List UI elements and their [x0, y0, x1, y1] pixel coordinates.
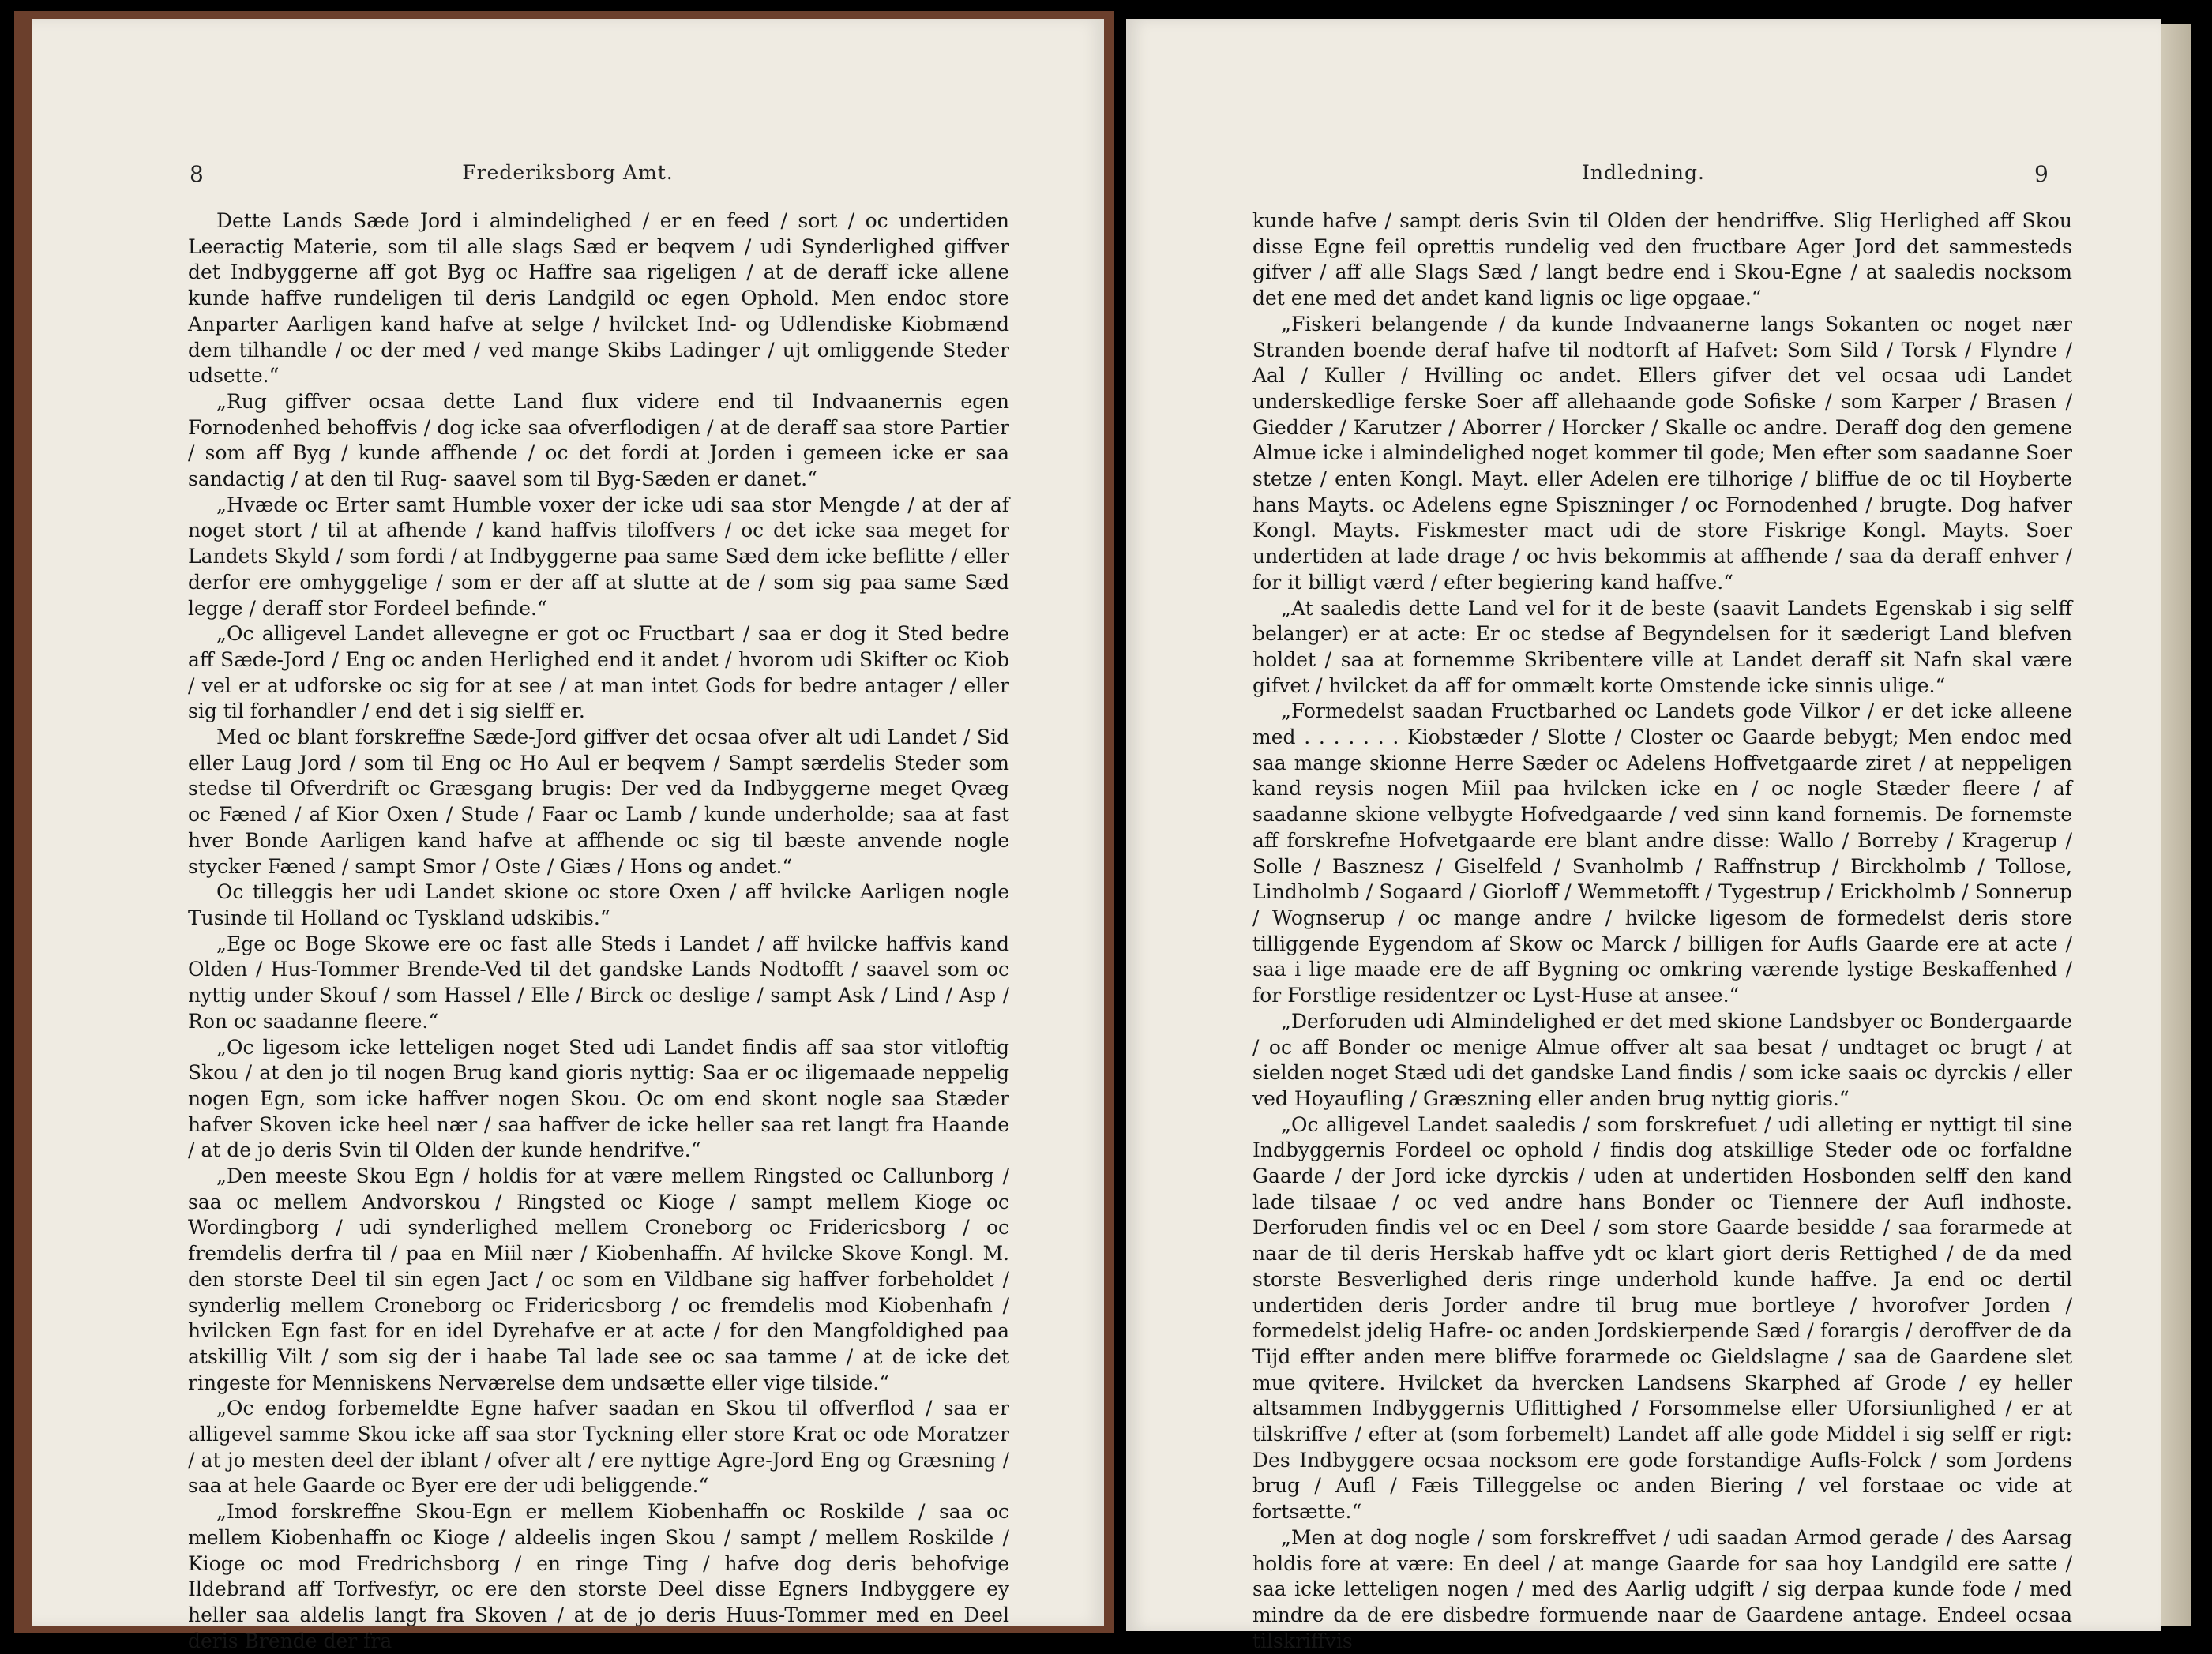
left-page: [32, 19, 1104, 1652]
right-page: [1126, 19, 2161, 1652]
paragraph: „Fiskeri belangende / da kunde Indvaanerne langs Sokanten oc noget nær Stranden boende deraf hafve til nodtorft af Hafvet: Som Sild / Torsk / Flyndre / Aal / Kuller / Hvilling oc andet. Ellers gifver det vel ocsaa udi Landet underskedlige ferske Soer aff allehaande gode Sofiske / som Karper / Brasen / Giedder / Karutzer / Aborrer / Horcker / Skalle oc andre. Deraff dog den gemene Almue icke i almindelighed noget kommer til gode; Men efter som saadanne Soer stetze / enten Kongl. Mayt. eller Adelen ere tilhorige / bliffue de oc til Hoyberte hans Mayts. oc Adelens egne Spiszninger / oc Fornodenhed / brugte. Dog hafver Kongl. Mayts. Fiskmester mact udi de store Fiskrige Kongl. Mayts. Soer undertiden at lade drage / oc hvis bekommis at affhende / saa da deraff enhver / for it billigt værd / efter begiering kand haffve.“: [1252, 312, 2072, 594]
paragraph: „Oc alligevel Landet allevegne er got oc Fructbart / saa er dog it Sted bedre aff Sæde-Jord / Eng oc anden Herlighed end it andet / hvorom udi Skifter oc Kiob / vel er at udforske oc sig for at see / at man intet Gods for bedre antager / eller sig til forhandler / end det i sig sielff er.: [188, 622, 1009, 723]
paragraph: „At saaledis dette Land vel for it de beste (saavit Landets Egenskab i sig selff belanger) er at acte: Er oc stedse af Begyndelsen for it sæderigt Land blefven holdet / saa at fornemme Skribentere ville at Landet deraff sit Nafn skal være gifvet / hvilcket da aff for ommælt korte Omstende icke sinnis ulige.“: [1252, 596, 2072, 697]
paragraph: „Formedelst saadan Fructbarhed oc Landets gode Vilkor / er det icke alleene med . . . . . . . Kiobstæder / Slotte / Closter oc Gaarde bebygt; Men endoc med saa mange skionne Herre Sæder oc Adelens Hoffvetgaarde ziret / at neppeligen kand reysis nogen Miil paa hvilcken icke en / oc nogle Stæder fleere / af saadanne skione velbygte Hofvedgaarde / ved sinn kand fornemis. De fornemste aff forskrefne Hofvetgaarde ere blant andre disse: Wallo / Borreby / Kragerup / Solle / Basznesz / Giselfeld / Svanholmb / Raffnstrup / Birckholmb / Tollose, Lindholmb / Sogaard / Giorloff / Wemmetofft / Tygestrup / Erickholmb / Sonnerup / Wognserup / oc mange andre / hvilcke ligesom de formedelst deris store tilliggende Eygendom af Skow oc Marck / billigen for Aufls Gaarde ere at acte / saa i lige maade ere de aff Bygning oc omkring værende lystige Beskaffenhed / for Forstlige residentzer oc Lyst-Huse at ansee.“: [1252, 699, 2072, 1007]
page-body: [188, 208, 1009, 1654]
paragraph: „Den meeste Skou Egn / holdis for at være mellem Ringsted oc Callunborg / saa oc mellem Andvorskou / Ringsted oc Kioge / sampt mellem Kioge oc Wordingborg / udi synderlighed mellem Croneborg oc Fridericsborg / oc fremdelis derfra til / paa en Miil nær / Kiobenhaffn. Af hvilcke Skove Kongl. M. den storste Deel til sin egen Jact / oc som en Vildbane sig haffver forbeholdet / synderlig mellem Croneborg oc Fridericsborg / oc fremdelis mod Kiobenhafn / hvilcken Egn fast for en idel Dyrehafve er at acte / for den Mangfoldighed paa atskillig Vilt / som sig der i haabe Tal lade see oc saa tamme / at de icke det ringeste for Menniskens Nerværelse dem undsætte eller vige tilside.“: [188, 1165, 1009, 1394]
paragraph: „Ege oc Boge Skowe ere oc fast alle Steds i Landet / aff hvilcke haffvis kand Olden / Hus-Tommer Brende-Ved til det gandske Lands Nodtofft / saavel som oc nyttig under Skouf / som Hassel / Elle / Birck oc deslige / sampt Ask / Lind / Asp / Ron oc saadanne fleere.“: [188, 932, 1009, 1033]
paragraph: Dette Lands Sæde Jord i almindelighed / er en feed / sort / oc undertiden Leeractig Materie, som til alle slags Sæd er beqvem / udi Synderlighed giffver det Indbyggerne aff got Byg oc Haffre saa rigeligen / at de deraff icke allene kunde haffve rundeligen til deris Landgild oc egen Ophold. Men endoc store Anparter Aarligen kand hafve at selge / hvilcket Ind- og Udlendiske Kiobmænd dem tilhandle / oc der med / ved mange Skibs Ladinger / ujt omliggende Steder udsette.“: [188, 209, 1009, 388]
paragraph: Oc tilleggis her udi Landet skione oc store Oxen / aff hvilcke Aarligen nogle Tusinde til Holland oc Tyskland udskibis.“: [188, 880, 1009, 929]
paragraph: „Oc endog forbemeldte Egne hafver saadan en Skou til offverflod / saa er alligevel samme Skou icke aff saa stor Tyckning eller store Krat oc ode Moratzer / at jo mesten deel der iblant / ofver alt / ere nyttige Agre-Jord Eng og Græsning / saa at hele Gaarde oc Byer ere der udi beliggende.“: [188, 1397, 1009, 1498]
running-head: Indledning.: [1582, 161, 1705, 184]
paragraph: „Oc ligesom icke letteligen noget Sted udi Landet findis aff saa stor vitloftig Skou / at den jo til nogen Brug kand gioris nyttig: Saa er oc iligemaade neppelig nogen Egn, som icke haffver nogen Skou. Oc om end skont nogle saa Stæder hafver Skoven icke heel nær / saa haffver de icke heller saa ret langt fra Haande / at de jo deris Svin til Olden der kunde hendrifve.“: [188, 1035, 1009, 1162]
running-head: Frederiksborg Amt.: [462, 161, 674, 184]
paragraph: „Oc alligevel Landet saaledis / som forskrefuet / udi alleting er nyttigt til sine Indbyggernis Fordeel oc ophold / findis dog atskillige Steder ode oc forfaldne Gaarde / der Jord icke dyrckis / uden at undertiden Hosbonden selff den kand lade tilsaae / oc ved andre hans Bonder oc Tiennere der Aufl indhoste. Derforuden findis vel oc en Deel / som store Gaarde besidde / saa forarmede at naar de til deris Herskab haffve ydt oc klart giort deris Rettighed / de da med storste Besverlighed deris ringe underhold kunde haffve. Ja end oc dertil undertiden deris Jorder andre til brug mue bortleye / hvorofver Jorden / formedelst jdelig Hafre- oc anden Jordskierpende Sæd / forargis / deroffver de da Tijd effter anden mere bliffve forarmede oc Gieldslagne / saa de Gaardene slet mue qvitere. Hvilcket da hvercken Landsens Skarphed af Grode / ey heller altsammen Indbyggernis Uflittighed / Forsommelse eller Uforsiunlighed / er at tilskriffve / efter at (som forbemelt) Landet aff alle gode Middel i sig selff er rigt: Des Indbyggere ocsaa nocksom ere gode forstandige Aufls-Folck / som Jordens brug / Aufl / Fæis Tilleggelse oc anden Biering / vel forstaae oc vide at fortsætte.“: [1252, 1112, 2072, 1524]
paragraph: „Hvæde oc Erter samt Humble voxer der icke udi saa stor Mengde / at der af noget stort / til at afhende / kand haffvis tiloffvers / oc det icke saa meget for Landets Skyld / som fordi / at Indbyggerne paa same Sæd dem icke beflitte / eller derfor ere omhyggelige / som er der aff at slutte at de / som sig paa same Sæd legge / deraff stor Fordeel befinde.“: [188, 493, 1009, 620]
page-number: 8: [190, 161, 204, 187]
paragraph: „Derforuden udi Almindelighed er det med skione Landsbyer oc Bondergaarde / oc aff Bonder oc menige Almue offver alt saa besat / undtaget oc brugt / at sielden noget Stæd udi det gandske Land findis / som icke saais oc dyrckis / eller ved Hoyaufling / Græszning eller anden brug nyttig gioris.“: [1252, 1009, 2072, 1110]
paragraph: „Rug giffver ocsaa dette Land flux videre end til Indvaanernis egen Fornodenhed behoffvis / dog icke saa ofverflodigen / at de deraff saa store Partier / som aff Byg / kunde affhende / oc det fordi at Jorden i gemeen icke er saa sandactig / at den til Rug- saavel som til Byg-Sæden er danet.“: [188, 389, 1009, 491]
paragraph: Med oc blant forskreffne Sæde-Jord giffver det ocsaa ofver alt udi Landet / Sid eller Laug Jord / som til Eng oc Ho Aul er beqvem / Sampt særdelis Steder som stedse til Ofverdrift oc Græsgang brugis: Der ved da Indbyggerne meget Qvæg oc Fæned / af Kior Oxen / Stude / Faar oc Lamb / kunde underholde; saa at fast hver Bonde Aarligen kand hafve at affhende oc sig til bæste anvende nogle stycker Fæned / sampt Smor / Oste / Giæs / Hons og andet.“: [188, 726, 1009, 878]
paragraph: kunde hafve / sampt deris Svin til Olden der hendriffve. Slig Herlighed aff Skou disse Egne feil oprettis rundelig ved den fructbare Ager Jord det sammesteds gifver / aff alle Slags Sæd / langt bedre end i Skou-Egne / at saaledis nocksom det ene med det andet kand lignis oc lige opgaae.“: [1252, 209, 2072, 310]
page-number: 9: [2034, 161, 2049, 187]
page-body: [1252, 208, 2072, 1654]
paragraph: „Men at dog nogle / som forskreffvet / udi saadan Armod gerade / des Aarsag holdis fore at være: En deel / at mange Gaarde for saa hoy Landgild ere satte / saa icke letteligen nogen / med des Aarlig udgift / sig derpaa kunde fode / med mindre da de ere disbedre formuende naar de Gaardene antage. Endeel ocsaa tilskriffvis: [1252, 1525, 2072, 1652]
paragraph: „Imod forskreffne Skou-Egn er mellem Kiobenhaffn oc Roskilde / saa oc mellem Kiobenhaffn oc Kioge / aldeelis ingen Skou / sampt / mellem Roskilde / Kioge oc mod Fredrichsborg / en ringe Ting / hafve dog deris behofvige Ildebrand aff Torfvesfyr, oc ere den storste Deel disse Egners Indbyggere ey heller saa aldelis langt fra Skoven / at de jo deris Huus-Tommer med en Deel deris Brende der fra: [188, 1500, 1009, 1652]
